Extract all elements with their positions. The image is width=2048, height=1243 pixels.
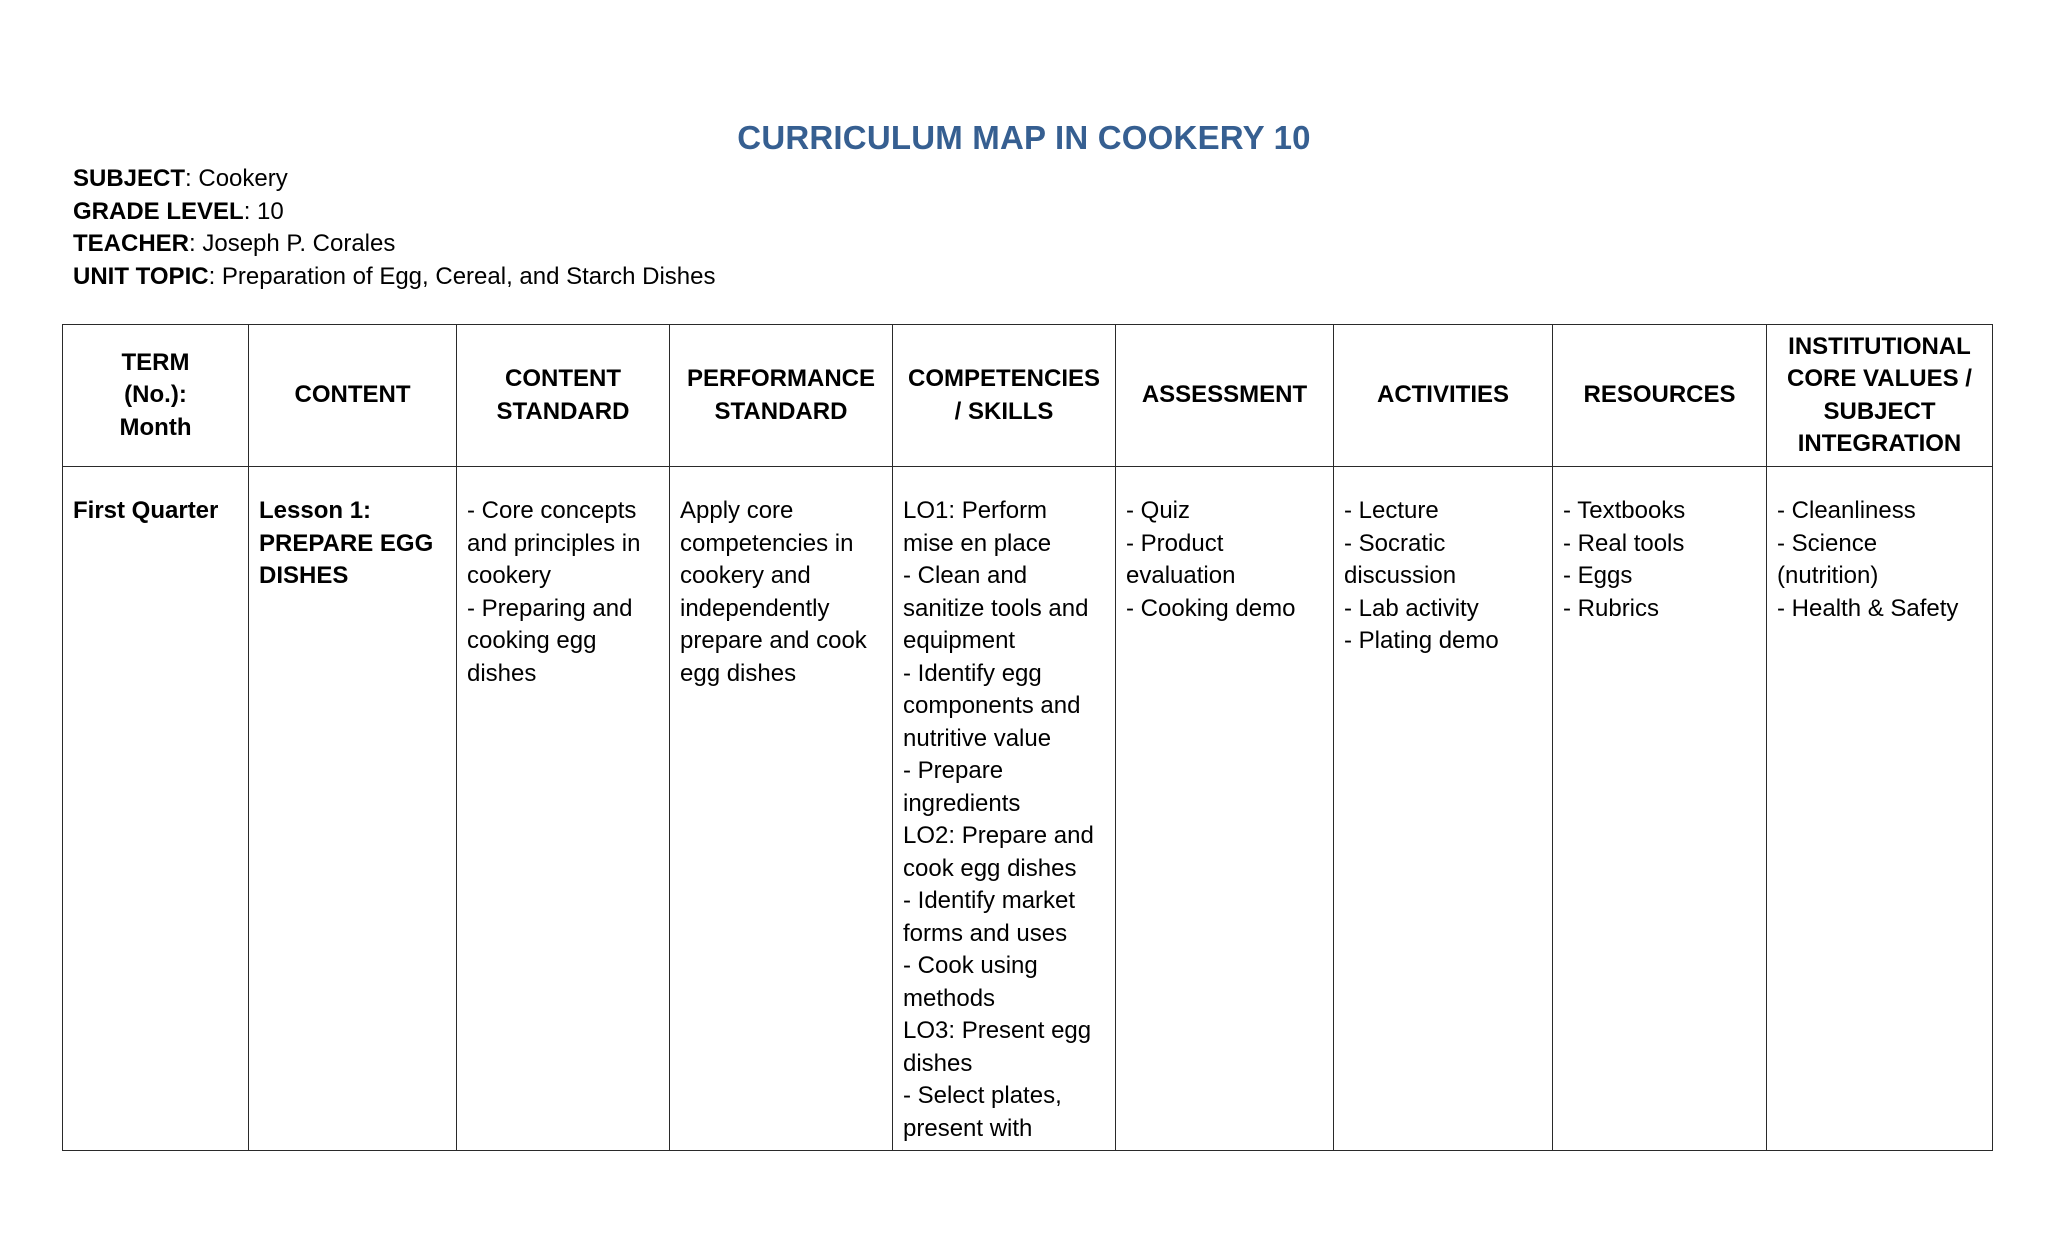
cell-assessment (1116, 467, 1334, 1151)
header-performance-standard: PERFORMANCE STANDARD (670, 325, 893, 467)
cell-activities-text: - Lecture - Socratic discussion - Lab activity - Plating demo (1344, 497, 1499, 654)
meta-unit-topic (73, 261, 716, 294)
curriculum-map-table (62, 324, 1993, 1151)
meta-subject-value: : Cookery (185, 165, 288, 192)
header-assessment: ASSESSMENT (1116, 325, 1334, 467)
meta-teacher-value: : Joseph P. Corales (189, 230, 396, 257)
header-content: CONTENT (249, 325, 457, 467)
header-term: TERM (No.): Month (63, 325, 249, 467)
cell-resources-text: - Textbooks - Real tools - Eggs - Rubrics (1563, 497, 1686, 622)
cell-core-values-text: - Cleanliness - Science (nutrition) - Health & Safety (1777, 497, 1959, 622)
meta-unit-value: : Preparation of Egg, Cereal, and Starch Dishes (208, 262, 716, 290)
cell-content-standard (457, 467, 670, 1151)
table-header-row (63, 325, 1993, 467)
meta-subject (73, 163, 716, 196)
header-core-values: INSTITUTIONAL CORE VALUES / SUBJECT INTEGRATION (1767, 325, 1993, 467)
document-meta (73, 163, 716, 293)
header-activities: ACTIVITIES (1334, 325, 1553, 467)
meta-grade-label: GRADE LEVEL (73, 197, 244, 225)
cell-competencies (893, 467, 1116, 1151)
header-competencies: COMPETENCIES / SKILLS (893, 325, 1116, 467)
header-resources: RESOURCES (1553, 325, 1767, 467)
meta-unit-label: UNIT TOPIC (73, 262, 209, 290)
cell-term-text: First Quarter (73, 497, 219, 524)
cell-resources (1553, 467, 1767, 1151)
document-title: CURRICULUM MAP IN COOKERY 10 (737, 119, 1311, 156)
cell-term (63, 467, 249, 1151)
cell-assessment-text: - Quiz - Product evaluation - Cooking demo (1126, 497, 1296, 622)
cell-content-standard-text: - Core concepts and principles in cookery - Preparing and cooking egg dishes (467, 497, 641, 687)
cell-content-text: Lesson 1: PREPARE EGG DISHES (259, 497, 434, 589)
cell-activities (1334, 467, 1553, 1151)
cell-content (249, 467, 457, 1151)
meta-teacher-label: TEACHER (73, 230, 190, 257)
cell-core-values (1767, 467, 1993, 1151)
cell-performance-standard (670, 467, 893, 1151)
cell-competencies-text: LO1: Perform mise en place - Clean and sanitize tools and equipment - Identify egg components and nutritive value - Prepare ingredients LO2: Prepare and cook egg dishes - Identify market forms and uses - Cook using methods LO3: Present egg dishes - Select plates, present with (903, 497, 1094, 1142)
meta-grade-level (73, 196, 716, 229)
table-row (63, 467, 1993, 1151)
meta-grade-value: : 10 (243, 197, 284, 225)
header-content-standard: CONTENT STANDARD (457, 325, 670, 467)
cell-performance-standard-text: Apply core competencies in cookery and independently prepare and cook egg dishes (680, 497, 867, 687)
meta-teacher (73, 228, 716, 261)
meta-subject-label: SUBJECT (73, 165, 186, 192)
